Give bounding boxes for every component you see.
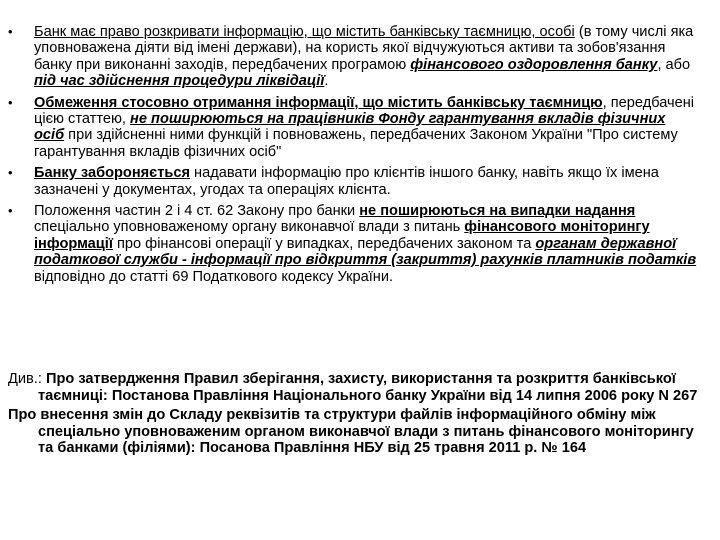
text-emphasis: фінансового оздоровлення банку: [410, 56, 658, 73]
bullet-item: [8, 95, 698, 161]
reference-prefix: Див.:: [8, 371, 46, 387]
bullet-dot-icon: •: [8, 165, 13, 181]
text-plain: , або: [657, 56, 691, 73]
text-plain: спеціально уповноваженому органу виконавчої влади з питань: [34, 219, 465, 236]
text-emphasis: під час здійснення процедури ліквідації: [34, 73, 325, 90]
reference-text: Про внесення змін до Складу реквізитів та структури файлів інформаційного обміну між спеціально уповноваженим органом виконавчої влади з питань фінансового моніторингу та банками (філіями): Посанова Правління НБУ від 25 травня 2011 р. № 164: [8, 407, 694, 457]
text-emphasis: органам державної податкової служби - інформації про відкриття (закриття) рахунків платників податків: [34, 235, 697, 269]
text-plain: (в тому числі яка уповноважена діяти від імені держави), на користь якої відчужуються активи та зобов'язання банку при виконанні заходів, передбачених програмою: [34, 24, 694, 73]
reference-item: [8, 407, 708, 457]
bullet-item: [8, 165, 698, 198]
text-plain: надавати інформацію про клієнтів іншого банку, навіть якщо їх імена зазначені у документах, угодах та операціях клієнта.: [34, 165, 659, 198]
bullet-list: [8, 24, 698, 290]
text-bold-underlined: не поширюються на випадки надання: [359, 203, 636, 220]
text-emphasis: не поширюються на працівників Фонду гарантування вкладів фізичних осіб: [34, 111, 666, 144]
text-plain: Положення частин 2 і 4 ст. 62 Закону про банки: [34, 203, 360, 220]
bullet-dot-icon: •: [8, 203, 13, 219]
text-plain: , передбачені цією статтею,: [34, 94, 695, 128]
text-plain: про фінансові операції у випадках, передбачених законом та: [112, 235, 536, 252]
reference-text: Про затвердження Правил зберігання, захисту, використання та розкриття банківської таємниці: Постанова Правління Національного банку України від 14 липня 2006 року N 267: [38, 371, 698, 404]
text-underlined: Банк має право розкривати інформацію, що містить банківську таємницю, особі: [34, 24, 575, 40]
bullet-dot-icon: •: [8, 94, 13, 110]
text-bold-underlined: Обмеження стосовно отримання інформації, що містить банківську таємницю: [34, 94, 603, 111]
text-plain: відповідно до статті 69 Податкового кодексу України.: [34, 268, 394, 285]
text-bold-underlined: фінансового моніторингу інформації: [34, 219, 650, 252]
references: [8, 371, 708, 460]
bullet-item: [8, 24, 698, 90]
text-plain: .: [324, 73, 329, 90]
text-plain: при здійсненні ними функцій і повноважень, передбачених Законом України "Про систему гарантування вкладів фізичних осіб": [34, 127, 678, 160]
text-bold-underlined: Банку забороняється: [34, 165, 190, 182]
reference-item: [8, 371, 708, 404]
bullet-item: [8, 203, 698, 285]
bullet-dot-icon: •: [8, 24, 13, 39]
